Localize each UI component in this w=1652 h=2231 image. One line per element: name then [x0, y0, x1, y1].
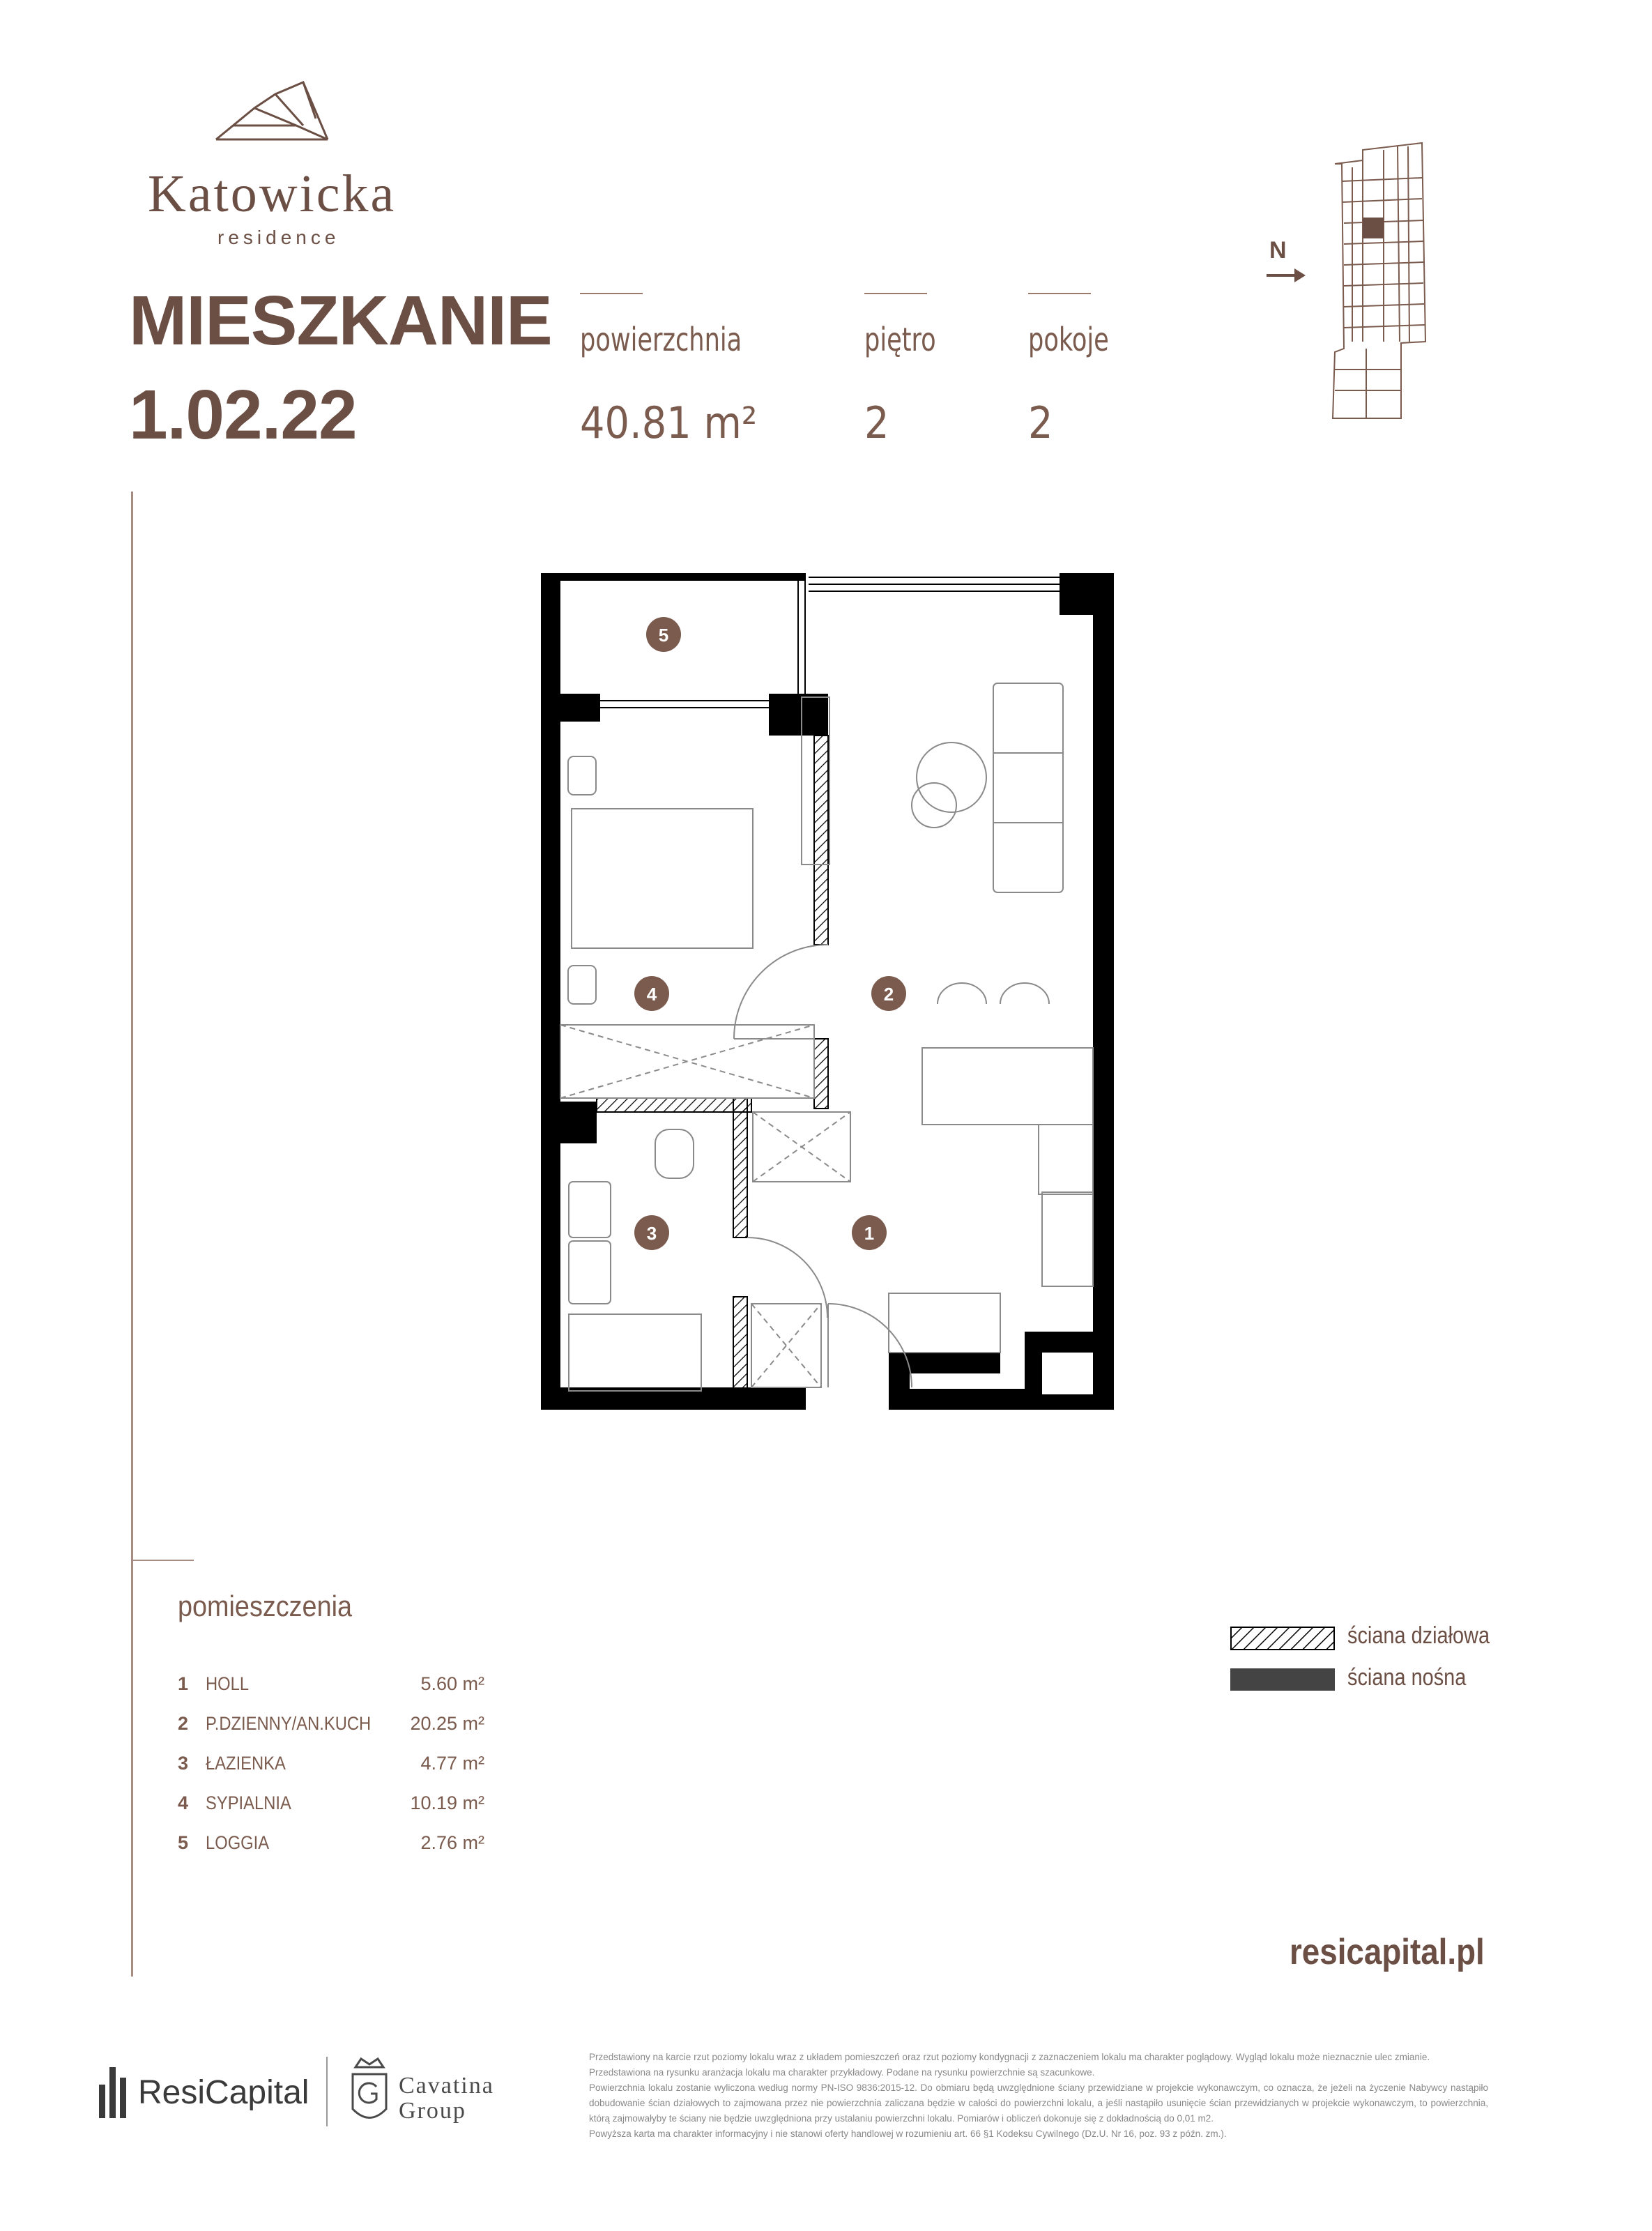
left-vertical-rule: [131, 492, 133, 1977]
disclaimer-paragraph: Powyższa karta ma charakter informacyjny i nie stanowi oferty handlowej w rozumieniu art. 66 §1 Kodeksu Cywilnego (Dz.U. Nr 16, poz. 93 z późn. zm.).: [589, 2129, 1227, 2139]
room-name: P.DZIENNY/AN.KUCH: [206, 1713, 372, 1734]
stat-value: 40.81 m²: [580, 397, 758, 448]
compass: [1265, 237, 1321, 293]
cavatina-group: Group: [399, 2098, 466, 2124]
room-area: 10.19 m²: [410, 1792, 484, 1813]
room-marker-label: 5: [658, 625, 669, 646]
floor-plan: [530, 565, 1136, 1422]
stat-rooms: [1028, 293, 1168, 460]
resicapital-name: ResiCapital: [138, 2074, 309, 2111]
footer-logo-divider: [326, 2057, 328, 2126]
room-name: LOGGIA: [206, 1832, 270, 1853]
cavatina-name: Cavatina: [399, 2073, 494, 2099]
room-row: [178, 1753, 484, 1781]
room-number: 3: [178, 1753, 189, 1774]
mountain-logo-icon: [213, 77, 331, 143]
disclaimer-paragraph: Przedstawiony na karcie rzut poziomy lokalu wraz z układem pomieszczeń oraz rzut poziomy kondygnacji z zaznaczeniem lokalu ma charakter poglądowy. Wygląd lokalu może nieznacznie ulec zmianie.: [589, 2052, 1430, 2062]
bearing-wall-swatch-icon: [1230, 1668, 1335, 1691]
legend-partition-label: ściana działowa: [1347, 1622, 1490, 1649]
compass-label: N: [1269, 237, 1287, 264]
resicapital-mark-icon: [98, 2064, 128, 2119]
partition-wall-swatch-icon: [1230, 1627, 1335, 1650]
stat-label: powierzchnia: [580, 321, 742, 358]
disclaimer-paragraph: Przedstawiona na rysunku aranżacja lokalu ma charakter przykładowy. Podane na rysunku powierzchnie są szacunkowe.: [589, 2067, 1095, 2078]
room-marker-label: 2: [883, 984, 894, 1005]
room-number: 4: [178, 1792, 189, 1813]
disclaimer-paragraph: Powierzchnia lokalu zostanie wyliczona według normy PN-ISO 9836:2015-12. Do obmiaru będą uwzględnione ściany przewidziane w projekcie wykonawczym, co oznacza, że jeżeli na życzenie Nabywcy nastąpiło dobudowanie ścian działowych to zajmowana przez nie powierzchnia zaliczana będzie w całości do powierzchni lokalu, a jeśli nastąpiło usunięcie ścian przewidzianych w projekcie wykonawczym, to powierzchnia, którą zajmowałyby te ściany nie będzie uwzględniona przy ustalaniu powierzchni lokalu. Pomiarów i obliczeń dokonuje się z dokładnością do 0,01 m2.: [589, 2082, 1488, 2124]
rooms-title: pomieszczenia: [178, 1590, 353, 1622]
room-number: 5: [178, 1832, 189, 1853]
room-area: 5.60 m²: [420, 1673, 484, 1694]
room-row: [178, 1792, 484, 1820]
room-number: 2: [178, 1713, 189, 1734]
room-row: [178, 1673, 484, 1701]
room-area: 20.25 m²: [410, 1713, 484, 1734]
brand-logo: [139, 77, 404, 258]
brand-subtitle: residence: [217, 227, 340, 248]
stat-value: 2: [1028, 397, 1053, 448]
divider: [1028, 293, 1091, 294]
room-row: [178, 1832, 484, 1860]
room-name: SYPIALNIA: [206, 1792, 291, 1813]
disclaimer: [589, 2050, 1488, 2142]
room-marker-label: 1: [864, 1223, 875, 1244]
legend-bearing-label: ściana nośna: [1347, 1664, 1467, 1691]
room-row: [178, 1713, 484, 1741]
stat-value: 2: [864, 397, 889, 448]
room-area: 4.77 m²: [420, 1753, 484, 1774]
divider: [580, 293, 643, 294]
room-name: HOLL: [206, 1673, 250, 1694]
cavatina-crest-icon: [349, 2053, 390, 2130]
room-marker-label: 4: [646, 984, 657, 1005]
divider: [864, 293, 927, 294]
brand-name: Katowicka: [148, 165, 397, 223]
room-number: 1: [178, 1673, 189, 1694]
stat-floor: [864, 293, 1004, 460]
website-link[interactable]: resicapital.pl: [1290, 1932, 1485, 1972]
stat-area: [580, 293, 789, 460]
resicapital-logo: [98, 2064, 314, 2119]
cavatina-logo: [349, 2053, 516, 2130]
bearing-walls: [541, 573, 1114, 1410]
rooms-divider: [131, 1560, 194, 1561]
room-marker-label: 3: [646, 1223, 657, 1244]
room-name: ŁAZIENKA: [206, 1753, 286, 1774]
stat-label: piętro: [864, 321, 936, 358]
stat-label: pokoje: [1028, 321, 1109, 358]
apartment-label: MIESZKANIE: [129, 282, 552, 360]
north-arrow-icon: [1265, 265, 1307, 286]
room-area: 2.76 m²: [420, 1832, 484, 1853]
apartment-number: 1.02.22: [129, 376, 357, 454]
legend: [1230, 1621, 1523, 1698]
building-key-plan-icon: [1324, 139, 1436, 425]
